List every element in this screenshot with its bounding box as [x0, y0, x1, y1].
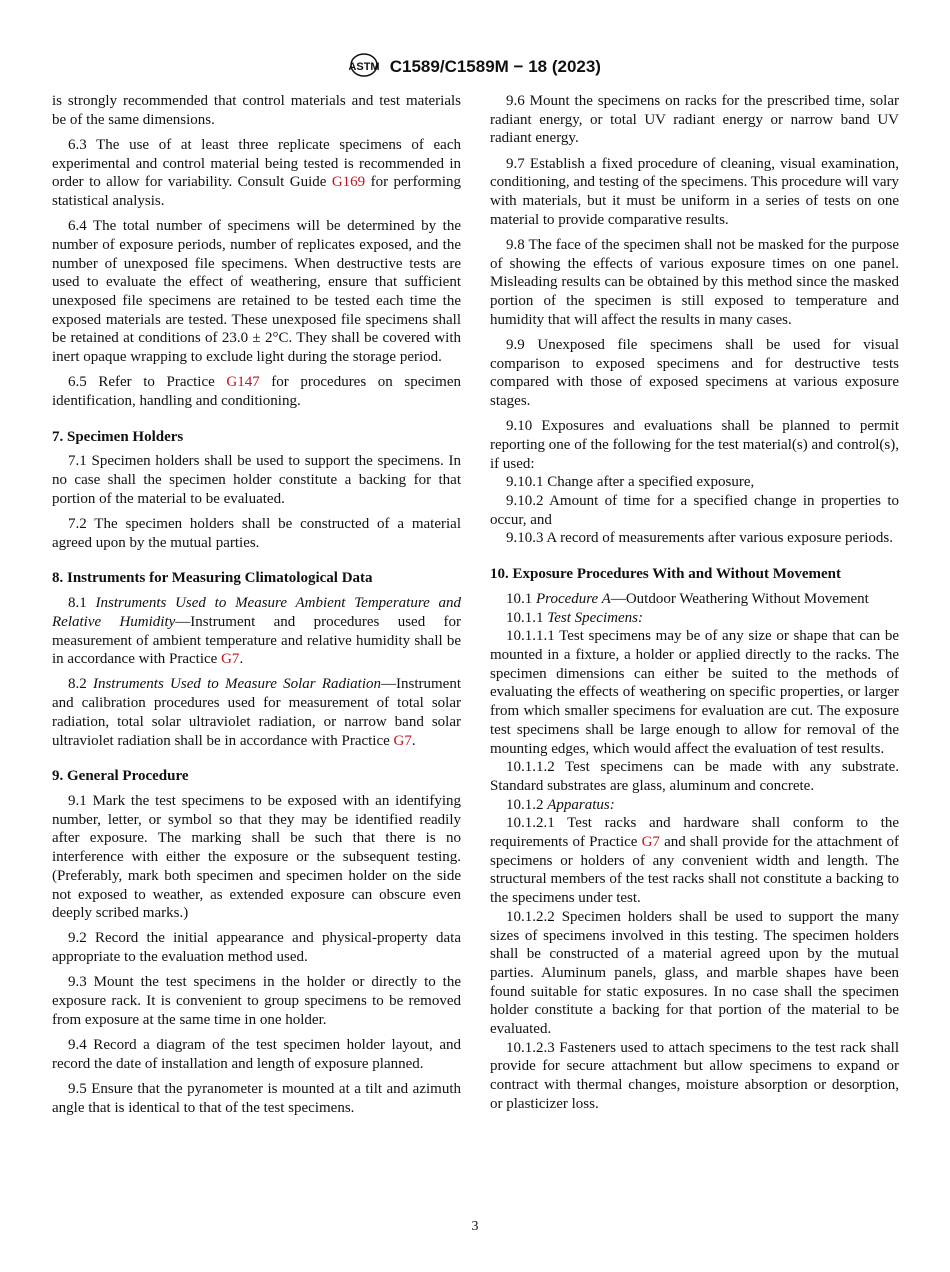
text: 10. Exposure Procedures With and Without Movement	[490, 566, 842, 583]
standard-reference-link[interactable]: G7	[221, 651, 240, 668]
paragraph	[52, 373, 461, 410]
text: 6.5 Refer to Practice	[68, 374, 227, 391]
paragraph	[490, 796, 899, 815]
paragraph	[490, 627, 899, 758]
text: 7.1 Specimen holders shall be used to support the specimens. In no case shall the specimen holder constitute a backing for that portion of the material to be evaluated.	[52, 453, 461, 507]
paragraph	[52, 217, 461, 367]
text: 9.10.1 Change after a specified exposure,	[506, 474, 755, 491]
paragraph	[490, 492, 899, 529]
text: 10.1.1.2 Test specimens can be made with any substrate. Standard substrates are glass, aluminum and concrete.	[490, 759, 899, 794]
text: 9.5 Ensure that the pyranometer is mounted at a tilt and azimuth angle that is identical to that of the test specimens.	[52, 1080, 461, 1116]
text: 9.1 Mark the test specimens to be exposed with an identifying number, letter, or symbol so that they may be identified readily after exposure. The marking shall be such that there is no interference with either the exposure or the subsequent testing. (Preferably, mark both specimen and specimen holder on the side not exposed to weather, as extended exposure can obscure even deeply scribed marks.)	[52, 793, 461, 922]
paragraph	[52, 452, 461, 508]
text: 10.1	[506, 590, 536, 607]
paragraph	[490, 814, 899, 908]
text: —Outdoor Weathering Without Movement	[610, 590, 869, 607]
text: 9.9 Unexposed file specimens shall be used for visual comparison to exposed specimens and for destructive tests compared with those of exposed specimens at various exposure stages.	[490, 336, 899, 410]
text: 10.1.2.3 Fasteners used to attach specimens to the test rack shall provide for secure attachment but allow specimens to expand or contract with thermal changes, moisture absorption or desorption, or plasticizer loss.	[490, 1039, 899, 1112]
text: 9.2 Record the initial appearance and physical-property data appropriate to the evaluation method used.	[52, 930, 461, 966]
paragraph	[490, 908, 899, 1039]
text: 9.4 Record a diagram of the test specimen holder layout, and record the date of installation and length of exposure planned.	[52, 1036, 461, 1072]
italic-text: Test Specimens:	[547, 609, 643, 626]
page-header	[0, 52, 950, 83]
text: 9.3 Mount the test specimens in the holder or directly to the exposure rack. It is convenient to group specimens to be removed from exposure at the same time in one holder.	[52, 974, 461, 1028]
text: 6.3 The use of at least three replicate specimens of each experimental and control material being tested is recommended in order to allow for variability. Consult Guide	[52, 136, 461, 191]
paragraph	[52, 136, 461, 211]
paragraph	[52, 515, 461, 552]
svg-text:ASTM: ASTM	[349, 61, 380, 73]
paragraph	[490, 336, 899, 411]
page-number: 3	[471, 1219, 479, 1234]
section-heading	[52, 428, 461, 447]
paragraph	[490, 417, 899, 473]
text: 9.10.3 A record of measurements after various exposure periods.	[506, 530, 893, 547]
text: 7.2 The specimen holders shall be constructed of a material agreed upon by the mutual parties.	[52, 516, 461, 551]
standard-reference-link[interactable]: G147	[226, 374, 260, 391]
standard-reference-link[interactable]: G7	[393, 732, 412, 749]
paragraph	[490, 236, 899, 330]
text: for performing statistical analysis.	[52, 174, 461, 210]
text: 10.1.2	[506, 796, 548, 813]
left-column	[52, 92, 461, 1117]
text: is strongly recommended that control materials and test materials be of the same dimensions.	[52, 93, 461, 128]
text: 8.1	[68, 595, 96, 612]
text: 9.10.2 Amount of time for a specified change in properties to occur, and	[490, 493, 899, 528]
text: 7. Specimen Holders	[52, 428, 184, 445]
text: 9.8 The face of the specimen shall not be masked for the purpose of showing the effects of various exposure times on one panel. Misleading results can be obtained by this method since the masked portion of the specimen is still exposed to temperature and humidity that will affect the results in many cases.	[490, 236, 899, 328]
text: .	[411, 732, 416, 749]
italic-text: Instruments Used to Measure Solar Radiation	[92, 676, 381, 693]
document-title: C1589/C1589M − 18 (2023)	[389, 56, 601, 76]
astm-logo-icon	[349, 52, 379, 83]
paragraph	[490, 609, 899, 628]
text: 6.4 The total number of specimens will be determined by the number of exposure periods, number of replicates exposed, and the number of unexposed file specimens. When destructive tests are used to evaluate the effect of weathering, ensure that sufficient unexposed file specimens are retained to be tested each time the exposed materials are tested. These unexposed file specimens shall be retained at conditions of 23.0 ± 2°C. They shall be covered with inert opaque wrapping to exclude light during the storage period.	[52, 218, 461, 366]
standard-reference-link[interactable]: G169	[331, 174, 366, 191]
text: .	[239, 651, 244, 668]
italic-text: Instruments Used to Measure Ambient Temperature and Relative Humidity	[52, 595, 462, 630]
text: 10.1.2.1 Test racks and hardware shall conform to the requirements of Practice	[490, 815, 899, 851]
text: 9.6 Mount the specimens on racks for the prescribed time, solar radiant energy, or total UV radiant energy or narrow band UV radiant energy.	[490, 93, 899, 147]
italic-text: Apparatus:	[547, 796, 615, 813]
paragraph	[490, 1039, 899, 1114]
paragraph	[490, 758, 899, 795]
text: 8.2	[68, 676, 93, 693]
paragraph	[490, 92, 899, 148]
text: 10.1.1	[506, 609, 548, 626]
text: 10.1.1.1 Test specimens may be of any size or shape that can be mounted in a fixture, a holder or applied directly to the racks. The specimen dimensions can either be suited to the methods of evaluating the effects of weathering on specific properties, or larger from which smaller specimens for evaluation are cut. The exposure test specimens shall be large enough to allow for removal of the mounting edges, which would affect the evaluation of test results.	[490, 628, 899, 757]
text: 10.1.2.2 Specimen holders shall be used to support the many sizes of specimens involved in this testing. The specimen holders shall be constructed of a material agreed upon by the mutual parties. Aluminum panels, glass, and marble shapes have been found suitable for static exposures. In no case shall the specimen holder constitute a backing for that portion of the material to be evaluated.	[490, 908, 899, 1038]
paragraph	[52, 675, 461, 750]
right-column	[490, 92, 899, 1114]
standard-reference-link[interactable]: G7	[641, 834, 660, 851]
paragraph	[52, 973, 461, 1029]
paragraph	[490, 529, 899, 548]
text: —Instrument and procedures used for measurement of ambient temperature and relative humidity shall be in accordance with Practice	[52, 613, 462, 668]
text: 9.7 Establish a fixed procedure of cleaning, visual examination, conditioning, and testing of the specimens. This procedure will vary with materials, but it must be uniform in a series of tests on one material to provide comparative results.	[490, 155, 899, 228]
text: 9. General Procedure	[52, 768, 189, 785]
paragraph	[52, 792, 461, 923]
text: —Instrument and calibration procedures used for measurement of total solar radiation, total solar ultraviolet radiation, or narrow band solar ultraviolet radiation shall be in accordance with Practice	[52, 676, 461, 749]
paragraph	[52, 92, 461, 129]
text: 8. Instruments for Measuring Climatological Data	[52, 570, 373, 587]
paragraph	[490, 473, 899, 492]
text: 9.10 Exposures and evaluations shall be planned to permit reporting one of the following for the test material(s) and control(s), if used:	[490, 418, 899, 472]
paragraph	[52, 1036, 461, 1073]
section-heading	[52, 569, 461, 588]
paragraph	[52, 1080, 461, 1117]
text: and shall provide for the attachment of specimens or holders of any convenient width and length. The structural members of the test racks shall not constitute a backing to the specimens under test.	[490, 834, 899, 907]
section-heading	[490, 565, 899, 584]
paragraph	[52, 594, 461, 669]
paragraph	[490, 590, 899, 609]
italic-text: Procedure A	[536, 590, 611, 607]
paragraph	[490, 155, 899, 230]
text: for procedures on specimen identification, handling and conditioning.	[52, 374, 461, 410]
section-heading	[52, 767, 461, 786]
paragraph	[52, 929, 461, 966]
